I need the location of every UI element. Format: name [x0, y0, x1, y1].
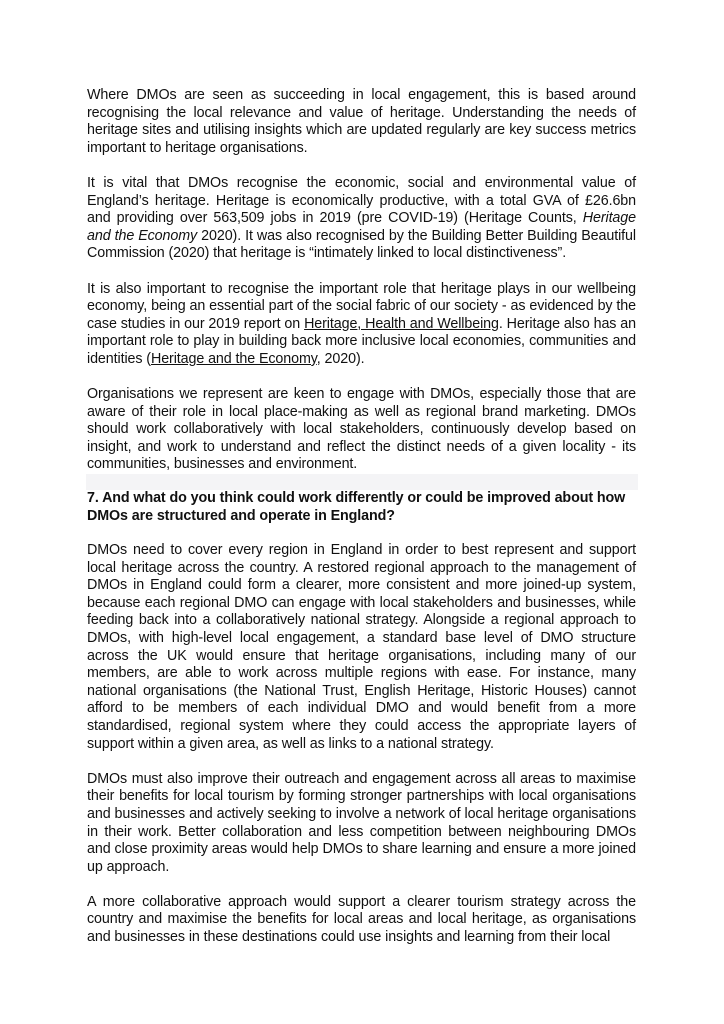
- answer-paragraph-regions: DMOs need to cover every region in England in order to best represent and support local heritage across the country. A restored regional approach to the management of DMOs in England could form a clearer, more consistent and more joined-up system, because each regional DMO can engage with local stakeholders and businesses, while feeding back into a collaboratively national strategy. Alongside a regional approach to DMOs, with high-level local engagement, a standard base level of DMO structure across the UK would ensure that heritage organisations, including many of our members, are able to work across multiple regions with ease. For instance, many national organisations (the National Trust, English Heritage, Historic Houses) cannot afford to be members of each individual DMO and would benefit from a more standardised, regional system where they could access the appropriate layers of support within a given area, as well as links to a national strategy.: [87, 542, 636, 752]
- paragraph-gap: [87, 876, 636, 894]
- paragraph-gap: [87, 369, 636, 387]
- question-separator-band: [86, 474, 638, 490]
- paragraph-economic-value: [87, 175, 636, 263]
- text-run: , 2020).: [316, 350, 365, 367]
- paragraph-local-engagement: Where DMOs are seen as succeeding in local engagement, this is based around recognising the local relevance and value of heritage. Understanding the needs of heritage sites and utilising insights which are updated regularly are key success metrics important to heritage organisations.: [87, 87, 636, 156]
- link-heritage-health-wellbeing[interactable]: Heritage, Health and Wellbeing: [304, 315, 499, 332]
- paragraph-gap: [87, 753, 636, 771]
- paragraph-organisations: Organisations we represent are keen to engage with DMOs, especially those that are aware of their role in local place-making as well as regional brand marketing. DMOs should work collaboratively with local stakeholders, continuously develop based on insight, and work to understand and reflect the distinct needs of a given locality - its communities, businesses and environment.: [87, 386, 636, 473]
- paragraph-gap: [87, 263, 636, 281]
- text-run: . Heritage also has an important role to play in building back more inclusive local economies, communities and identities (: [87, 315, 636, 367]
- intro-section: [87, 87, 636, 474]
- answer-paragraph-collaborative: A more collaborative approach would support a clearer tourism strategy across the country and maximise the benefits for local areas and local heritage, as organisations and businesses in these destinations could use insights and learning from their local: [87, 893, 636, 946]
- text-run: It is vital that DMOs recognise the economic, social and environmental value of England’s heritage. Heritage is economically productive, with a total GVA of £26.6bn and providing over 563,509 jobs in 2019 (pre COVID-19) (Heritage Counts,: [87, 174, 636, 227]
- text-run: 2020). It was also recognised by the Building Better Building Beautiful Commission (2020) that heritage is “intimately linked to local distinctiveness”.: [87, 227, 636, 262]
- answer-section: [87, 542, 636, 947]
- question-heading: 7. And what do you think could work differently or could be improved about how DMOs are structured and operate in England?: [87, 490, 626, 524]
- paragraph-gap: [87, 157, 636, 175]
- text-run: It is also important to recognise the important role that heritage plays in our wellbeing economy, being an essential part of the social fabric of our society - as evidenced by the case studies in our 2019 report on: [87, 280, 636, 332]
- italic-title: Heritage and the Economy: [87, 210, 636, 244]
- link-heritage-and-the-economy[interactable]: Heritage and the Economy: [150, 350, 317, 367]
- answer-paragraph-outreach: DMOs must also improve their outreach and engagement across all areas to maximise their benefits for local tourism by forming stronger partnerships with local organisations and businesses and actively seeking to involve a network of local heritage organisations in their work. Better collaboration and less competition between neighbouring DMOs and close proximity areas would help DMOs to share learning and ensure a more joined up approach.: [87, 770, 636, 875]
- paragraph-wellbeing: [87, 281, 636, 369]
